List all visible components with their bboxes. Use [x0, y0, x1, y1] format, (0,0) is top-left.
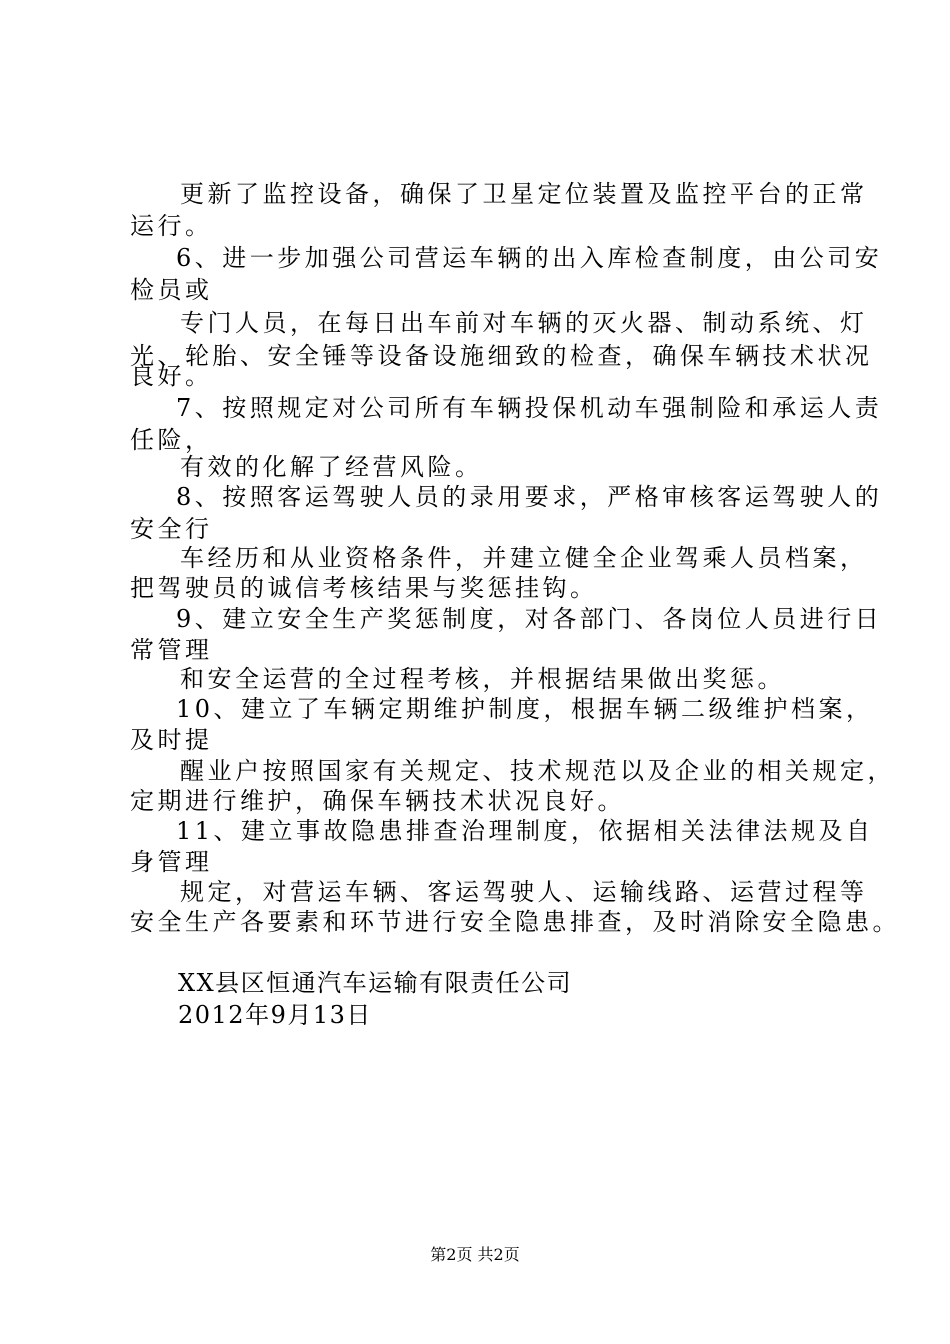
- paragraph-line: 把驾驶员的诚信考核结果与奖惩挂钩。: [130, 574, 598, 602]
- paragraph-line: 身管理: [130, 848, 213, 876]
- paragraph-line: 9、建立安全生产奖惩制度，对各部门、各岗位人员进行日: [176, 605, 883, 633]
- paragraph-line: 专门人员，在每日出车前对车辆的灭火器、制动系统、灯: [180, 309, 868, 337]
- paragraph-line: 常管理: [130, 636, 213, 664]
- paragraph-line: 车经历和从业资格条件，并建立健全企业驾乘人员档案，: [180, 544, 868, 572]
- paragraph-line: 运行。: [130, 212, 213, 240]
- paragraph-line: 11、建立事故隐患排查治理制度，依据相关法律法规及自: [176, 817, 874, 845]
- paragraph-line: 光、轮胎、安全锤等设备设施细致的检查，确保车辆技术状况: [130, 342, 873, 370]
- paragraph-line: 有效的化解了经营风险。: [180, 453, 483, 481]
- paragraph-line: 安全生产各要素和环节进行安全隐患排查，及时消除安全隐患。: [130, 908, 900, 936]
- signature-date: 2012年9月13日: [178, 1001, 372, 1029]
- paragraph-line: 8、按照客运驾驶人员的录用要求，严格审核客运驾驶人的: [176, 483, 883, 511]
- paragraph-line: 及时提: [130, 726, 213, 754]
- paragraph-line: 7、按照规定对公司所有车辆投保机动车强制险和承运人责: [176, 394, 883, 422]
- paragraph-line: 检员或: [130, 276, 213, 304]
- paragraph-line: 任险，: [130, 426, 213, 454]
- page-indicator: 第2页 共2页: [430, 1245, 520, 1264]
- paragraph-line: 定期进行维护，确保车辆技术状况良好。: [130, 787, 625, 815]
- paragraph-line: 6、进一步加强公司营运车辆的出入库检查制度，由公司安: [176, 244, 883, 272]
- paragraph-line: 和安全运营的全过程考核，并根据结果做出奖惩。: [180, 665, 785, 693]
- paragraph-line: 安全行: [130, 515, 213, 543]
- paragraph-line: 更新了监控设备，确保了卫星定位装置及监控平台的正常: [180, 180, 868, 208]
- paragraph-line: 良好。: [130, 362, 213, 390]
- paragraph-line: 醒业户按照国家有关规定、技术规范以及企业的相关规定，: [180, 757, 895, 785]
- paragraph-line: 10、建立了车辆定期维护制度，根据车辆二级维护档案，: [176, 695, 874, 723]
- paragraph-line: 规定，对营运车辆、客运驾驶人、运输线路、运营过程等: [180, 878, 868, 906]
- company-name: XX县区恒通汽车运输有限责任公司: [178, 969, 573, 997]
